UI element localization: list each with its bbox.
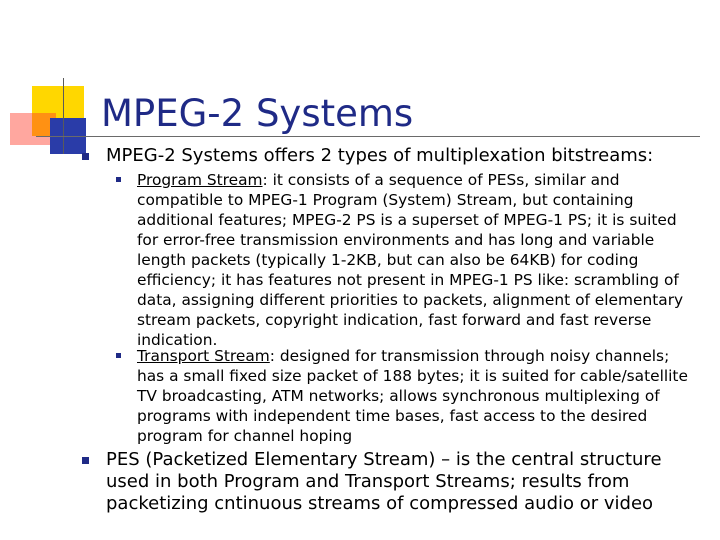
decor-vertical-line — [63, 78, 64, 154]
sub-bullet-program-stream — [137, 170, 701, 350]
slide-title: MPEG-2 Systems — [101, 92, 414, 135]
bullet-text: MPEG-2 Systems offers 2 types of multiplexation bitstreams: — [106, 145, 654, 166]
sub-bullet-transport-stream — [137, 346, 701, 446]
term-transport-stream: Transport Stream — [137, 347, 270, 365]
program-stream-description: : it consists of a sequence of PESs, similar and compatible to MPEG-1 Program (System) Stream, but containing additional features; MPEG-2 PS is a superset of MPEG-1 PS; it is suited for error-free transmission environments and has long and variable length packets (typically 1-2KB, but can also be 64KB) for coding efficiency; it has features not present in MPEG-1 PS like: scrambling of data, assigning different priorities to packets, alignment of elementary stream packets, copyright indication, fast forward and fast reverse indication. — [137, 171, 684, 349]
bullet-text: PES (Packetized Elementary Stream) – is the central structure used in both Program and Transport Streams; results from packetizing cntinuous streams of compressed audio or video — [106, 449, 662, 514]
sub-bullet-marker — [116, 353, 121, 358]
sub-bullet-marker — [116, 177, 121, 182]
transport-stream-description: : designed for transmission through noisy channels; has a small fixed size packet of 188 bytes; it is suited for cable/satellite TV broadcasting, ATM networks; allows synchronous multiplexing of programs with independent time bases, fast access to the desired program for channel hoping — [137, 347, 688, 445]
bullet-marker — [82, 153, 89, 160]
term-program-stream: Program Stream — [137, 171, 263, 189]
title-underline — [36, 136, 700, 137]
bullet-marker — [82, 457, 89, 464]
